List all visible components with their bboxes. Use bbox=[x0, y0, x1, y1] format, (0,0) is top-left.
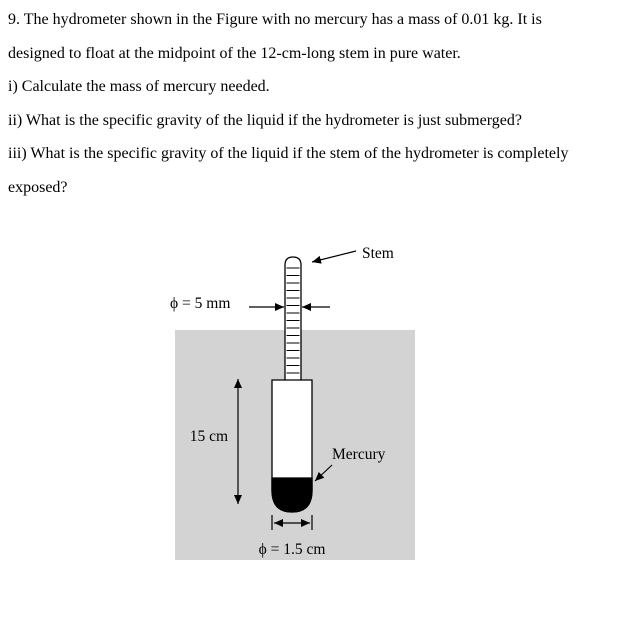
problem-part-i: i) Calculate the mass of mercury needed. bbox=[8, 78, 270, 95]
hydrometer-figure bbox=[0, 228, 634, 628]
stem-label: Stem bbox=[362, 245, 394, 262]
problem-line: 9. The hydrometer shown in the Figure with no mercury has a mass of 0.01 kg. It is bbox=[8, 11, 542, 28]
mercury-fill bbox=[272, 478, 312, 512]
problem-part-iii-cont: exposed? bbox=[8, 178, 68, 196]
height-label: 15 cm bbox=[189, 428, 228, 445]
problem-statement bbox=[8, 3, 632, 204]
stem-leader-arrow bbox=[312, 251, 356, 262]
body-diameter-label: ϕ = 1.5 cm bbox=[258, 541, 326, 558]
problem-part-ii: ii) What is the specific gravity of the liquid if the hydrometer is just submerged? bbox=[8, 111, 522, 129]
problem-part-iii: iii) What is the specific gravity of the liquid if the stem of the hydrometer is completely bbox=[8, 145, 569, 162]
mercury-label: Mercury bbox=[332, 446, 386, 463]
problem-line: designed to float at the midpoint of the 12-cm-long stem in pure water. bbox=[8, 44, 461, 62]
stem-diameter-label: ϕ = 5 mm bbox=[170, 295, 231, 312]
